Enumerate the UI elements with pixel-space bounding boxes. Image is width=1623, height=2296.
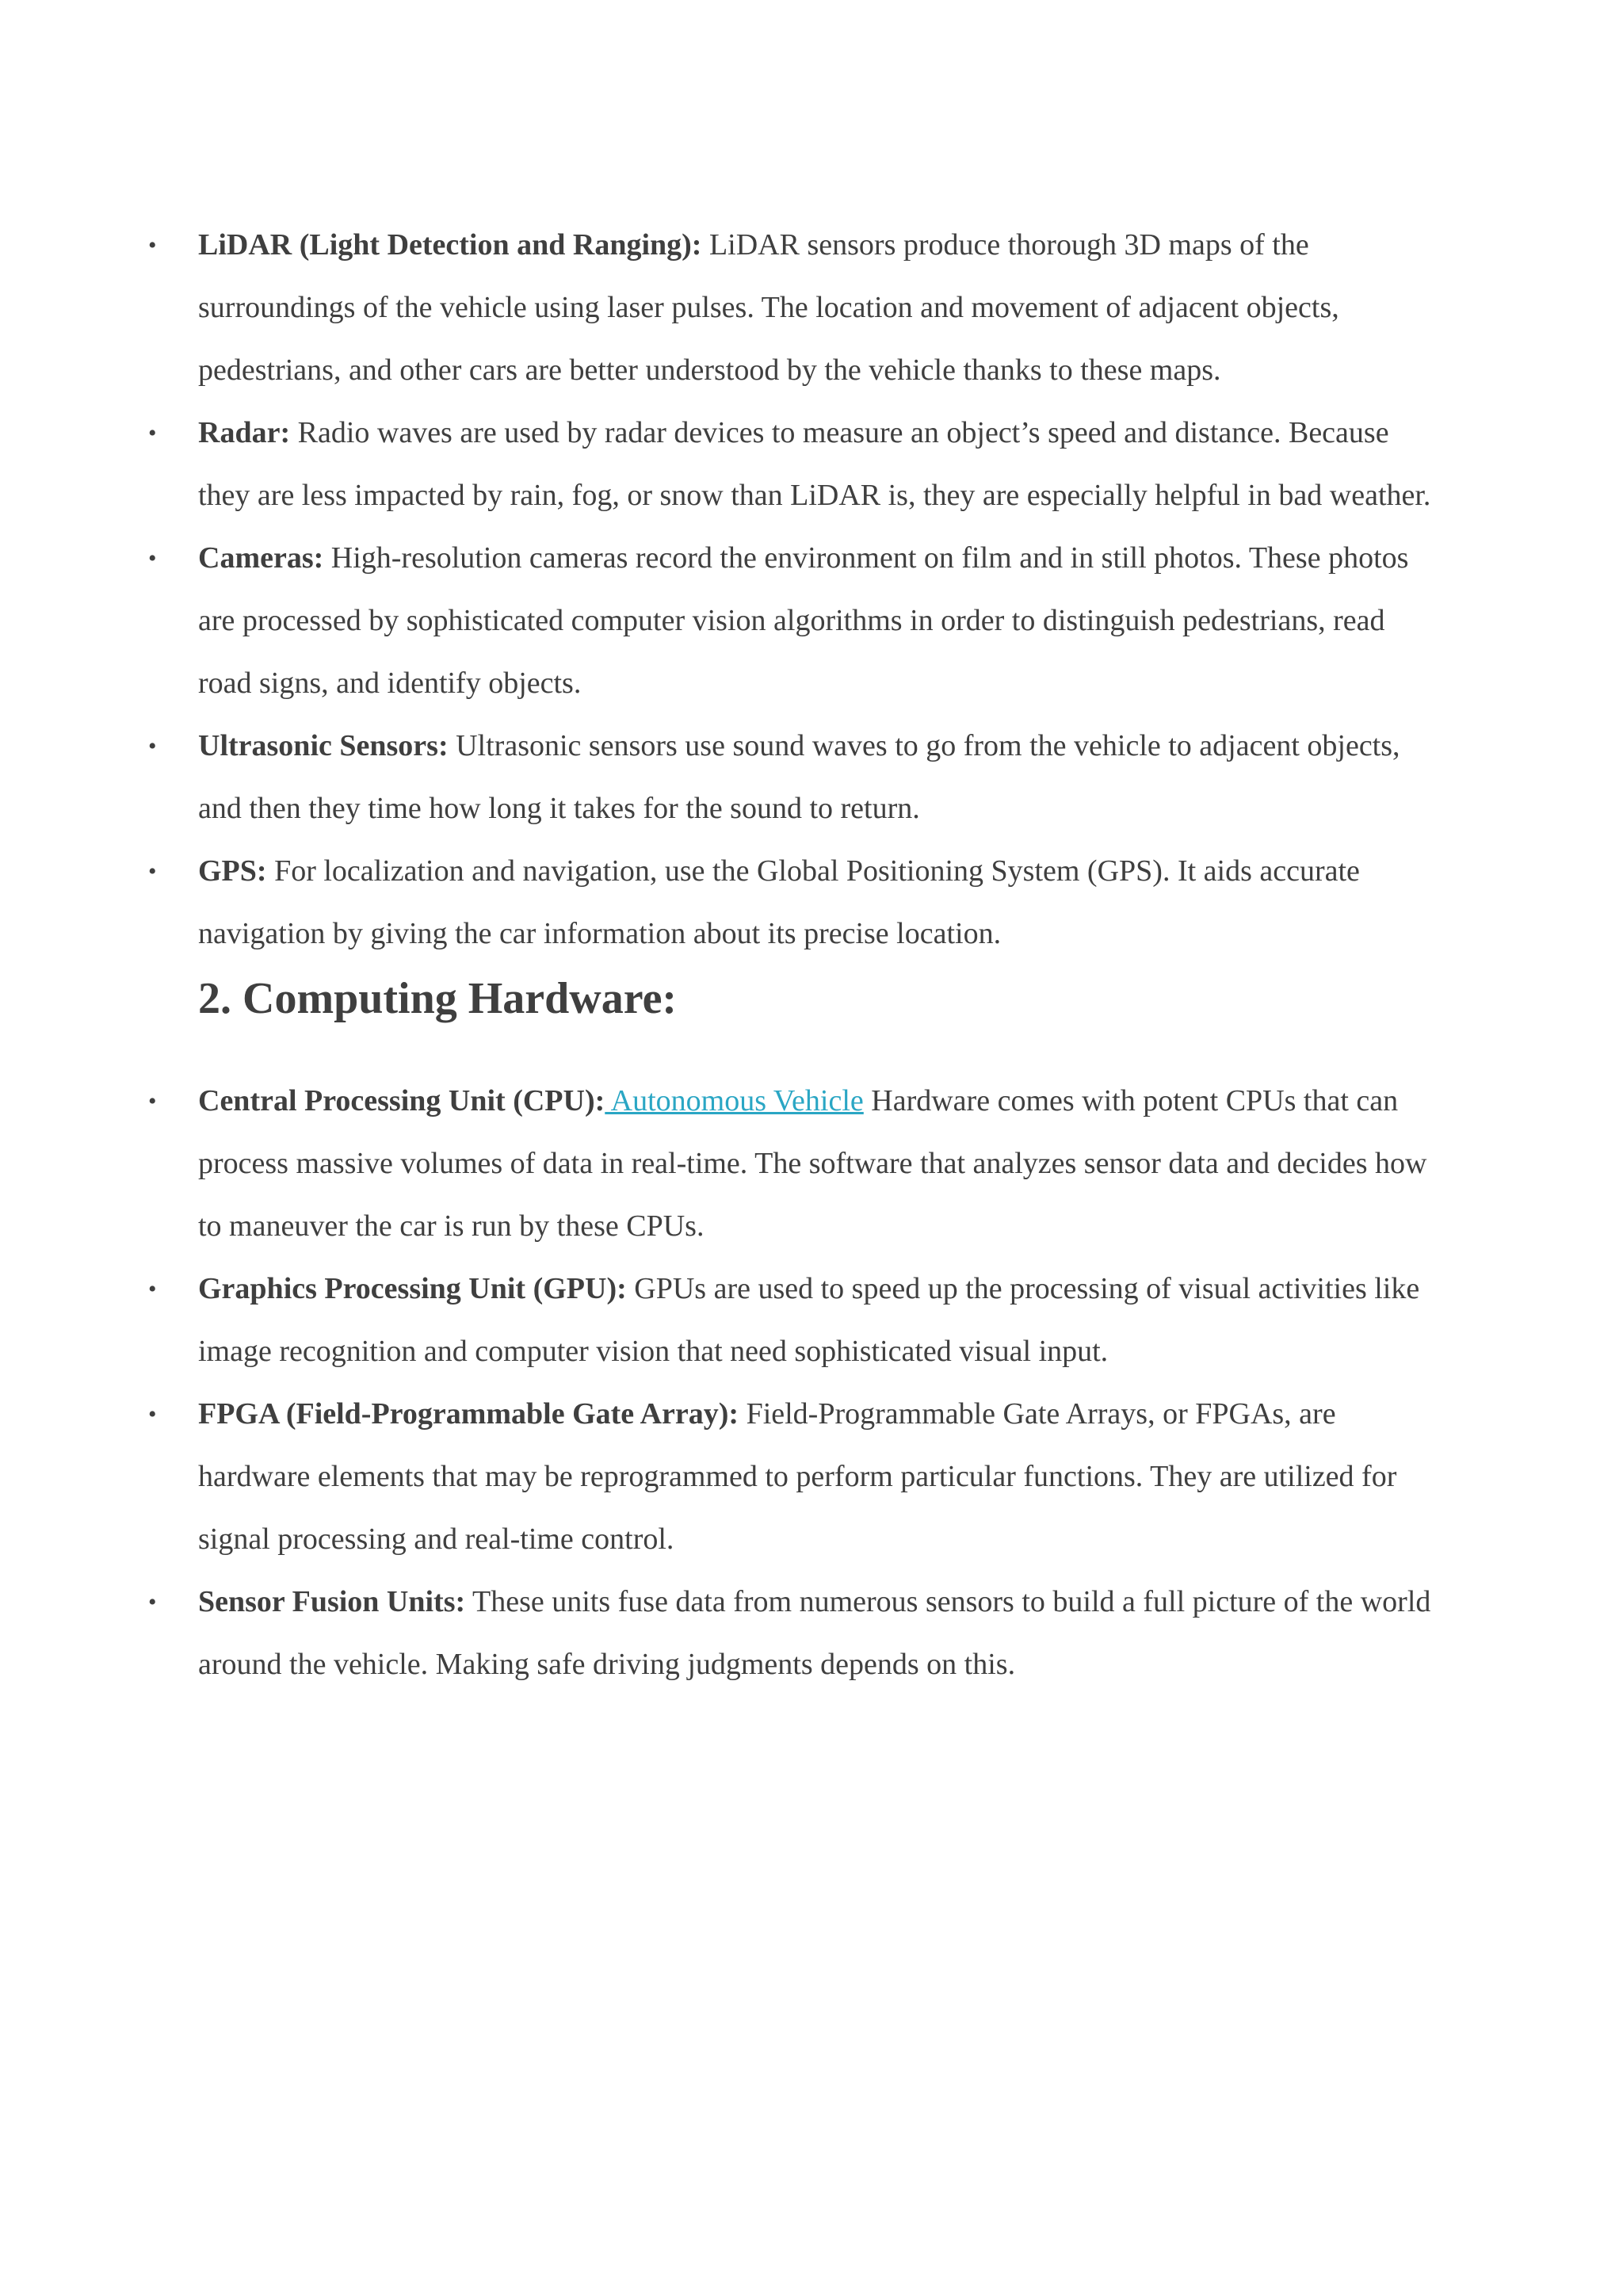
item-text: Field-Programmable Gate Arrays, or FPGAs, are hardware elements that may be reprogrammed to perform particular functions. They are utilized for signal processing and real-time control. [198,1397,1397,1556]
item-text: High-resolution cameras record the environment on film and in still photos. These photos are processed by sophisticated computer vision algorithms in order to distinguish pedestrians, read road signs, and identify objects. [198,541,1409,700]
bullet-icon: • [148,1589,157,1615]
bullet-icon: • [148,1276,157,1302]
list-item-sensor-fusion [148,1571,1442,1696]
item-term: Central Processing Unit (CPU): [198,1084,605,1117]
item-term: LiDAR (Light Detection and Ranging): [198,228,702,262]
list-item-gps [148,840,1442,965]
item-term: Radar: [198,416,291,449]
list-item-lidar [148,214,1442,402]
item-text: Radio waves are used by radar devices to measure an object’s speed and distance. Because they are less impacted by rain, fog, or snow than LiDAR is, they are especially helpful in bad weather. [198,416,1431,512]
list-item-cameras [148,527,1442,715]
item-term: Ultrasonic Sensors: [198,729,449,762]
list-item-gpu [148,1258,1442,1383]
document-content [148,214,1442,1696]
item-term: Sensor Fusion Units: [198,1585,466,1618]
item-text: LiDAR sensors produce thorough 3D maps of the surroundings of the vehicle using laser pulses. The location and movement of adjacent objects, pedestrians, and other cars are better understood by the vehicle thanks to these maps. [198,228,1339,387]
item-term: FPGA (Field-Programmable Gate Array): [198,1397,739,1431]
item-term: Cameras: [198,541,324,575]
bullet-icon: • [148,858,157,884]
list-item-fpga [148,1383,1442,1571]
bullet-icon: • [148,545,157,571]
item-text: Ultrasonic sensors use sound waves to go from the vehicle to adjacent objects, and then they time how long it takes for the sound to return. [198,729,1400,825]
bullet-icon: • [148,232,157,258]
bullet-icon: • [148,1088,157,1114]
bullet-icon: • [148,420,157,446]
item-text: These units fuse data from numerous sensors to build a full picture of the world around the vehicle. Making safe driving judgments depends on this. [198,1585,1431,1681]
list-item-radar [148,402,1442,527]
item-text: For localization and navigation, use the Global Positioning System (GPS). It aids accurate navigation by giving the car information about its precise location. [198,854,1360,950]
section-heading: 2. Computing Hardware: [198,974,678,1023]
item-text: GPUs are used to speed up the processing of visual activities like image recognition and computer vision that need sophisticated visual input. [198,1272,1420,1368]
hardware-list [148,1070,1442,1696]
autonomous-vehicle-link[interactable]: Autonomous Vehicle [605,1084,864,1117]
bullet-icon: • [148,1401,157,1427]
list-item-ultrasonic [148,715,1442,840]
sensors-list [148,214,1442,965]
item-term: Graphics Processing Unit (GPU): [198,1272,627,1305]
bullet-icon: • [148,733,157,759]
list-item-cpu [148,1070,1442,1258]
item-term: GPS: [198,854,267,888]
item-text: Hardware comes with potent CPUs that can process massive volumes of data in real-time. The software that analyzes sensor data and decides how to maneuver the car is run by these CPUs. [198,1084,1427,1243]
